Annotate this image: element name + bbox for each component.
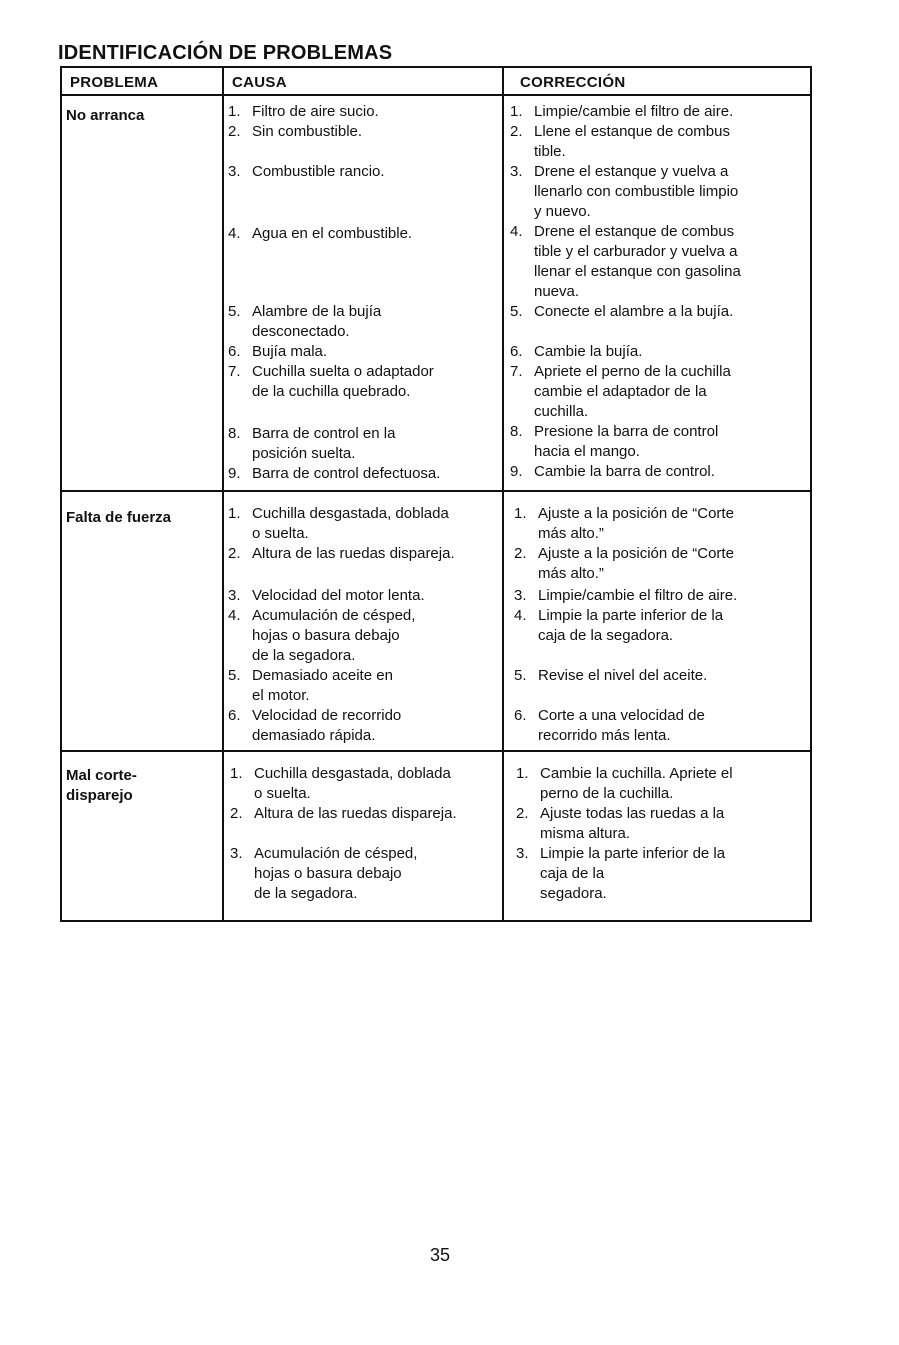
list-item: 5. Revise el nivel del aceite. xyxy=(514,667,708,684)
troubleshooting-table xyxy=(60,66,812,922)
list-item: 3. Limpie la parte inferior de la caja de la segadora. xyxy=(516,845,726,902)
column-divider-1 xyxy=(222,68,224,920)
list-item: 2. Altura de las ruedas dispareja. xyxy=(230,805,457,822)
header-correccion: CORRECCIÓN xyxy=(520,74,626,91)
list-item: 8. Presione la barra de control hacia el mango. xyxy=(510,423,719,460)
list-item: 4. Acumulación de césped, hojas o basura debajo de la segadora. xyxy=(228,607,416,664)
list-item: 2. Ajuste a la posición de “Corte más alto.” xyxy=(514,545,734,582)
list-item: 1. Cuchilla desgastada, doblada o suelta. xyxy=(228,505,449,542)
list-item: 2. Altura de las ruedas dispareja. xyxy=(228,545,455,562)
header-causa: CAUSA xyxy=(232,74,287,91)
list-item: 1. Ajuste a la posición de “Corte más alto.” xyxy=(514,505,734,542)
problem-no-arranca: No arranca xyxy=(66,107,145,124)
list-item: 1. Cuchilla desgastada, doblada o suelta. xyxy=(230,765,451,802)
list-item: 3. Limpie/cambie el filtro de aire. xyxy=(514,587,738,604)
list-item: 8. Barra de control en la posición suelta. xyxy=(228,425,396,462)
list-item: 1. Filtro de aire sucio. xyxy=(228,103,379,120)
list-item: 7. Apriete el perno de la cuchilla cambie el adaptador de la cuchilla. xyxy=(510,363,731,420)
list-item: 3. Combustible rancio. xyxy=(228,163,385,180)
row-divider-1 xyxy=(62,490,810,492)
column-divider-2 xyxy=(502,68,504,920)
list-item: 1. Limpie/cambie el filtro de aire. xyxy=(510,103,734,120)
header-problema: PROBLEMA xyxy=(70,74,159,91)
list-item: 7. Cuchilla suelta o adaptador de la cuchilla quebrado. xyxy=(228,363,434,400)
list-item: 6. Bujía mala. xyxy=(228,343,328,360)
problem-mal-corte-disparejo: Mal corte- disparejo xyxy=(66,767,137,804)
list-item: 6. Corte a una velocidad de recorrido más lenta. xyxy=(514,707,705,744)
page-number: 35 xyxy=(430,1245,451,1265)
list-item: 4. Agua en el combustible. xyxy=(228,225,413,242)
list-item: 5. Conecte el alambre a la bujía. xyxy=(510,303,734,320)
header-divider xyxy=(62,94,810,96)
list-item: 9. Barra de control defectuosa. xyxy=(228,465,441,482)
list-item: 5. Alambre de la bujía desconectado. xyxy=(228,303,382,340)
list-item: 3. Drene el estanque y vuelva a llenarlo con combustible limpio y nuevo. xyxy=(510,163,739,220)
list-item: 9. Cambie la barra de control. xyxy=(510,463,715,480)
problem-falta-de-fuerza: Falta de fuerza xyxy=(66,509,172,526)
list-item: 2. Llene el estanque de combus tible. xyxy=(510,123,730,160)
row-divider-2 xyxy=(62,750,810,752)
list-item: 2. Sin combustible. xyxy=(228,123,363,140)
list-item: 3. Velocidad del motor lenta. xyxy=(228,587,425,604)
page-title: IDENTIFICACIÓN DE PROBLEMAS xyxy=(58,42,393,64)
list-item: 3. Acumulación de césped, hojas o basura debajo de la segadora. xyxy=(230,845,418,902)
list-item: 5. Demasiado aceite en el motor. xyxy=(228,667,393,704)
list-item: 2. Ajuste todas las ruedas a la misma altura. xyxy=(516,805,725,842)
list-item: 4. Limpie la parte inferior de la caja de la segadora. xyxy=(514,607,724,644)
list-item: 6. Velocidad de recorrido demasiado rápida. xyxy=(228,707,402,744)
list-item: 4. Drene el estanque de combus tible y el carburador y vuelva a llenar el estanque con gasolina nueva. xyxy=(510,223,741,300)
list-item: 6. Cambie la bujía. xyxy=(510,343,643,360)
list-item: 1. Cambie la cuchilla. Apriete el perno de la cuchilla. xyxy=(516,765,733,802)
